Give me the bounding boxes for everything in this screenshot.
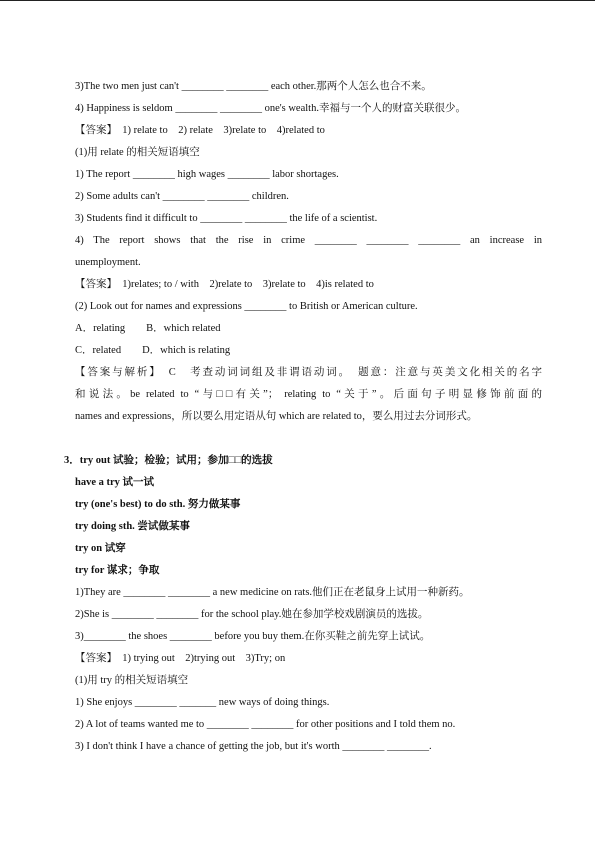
explanation-line: 和说法。be related to “与□□有关”； relating to “关于”。后面句子明显修饰前面的 bbox=[75, 389, 542, 400]
question-line: (2) Look out for names and expressions ________ to British or American culture. bbox=[75, 301, 418, 312]
text-line: 3)________ the shoes ________ before you buy them.在你买鞋之前先穿上试试。 bbox=[75, 631, 431, 642]
answer-line: 【答案】 1) relate to 2) relate 3)relate to 4)related to bbox=[75, 125, 325, 136]
phrase-line: have a try 试一试 bbox=[75, 477, 155, 488]
phrase-line: try (one's best) to do sth. 努力做某事 bbox=[75, 499, 241, 510]
section-heading: 3．try out 试验；检验；试用；参加□□的选拔 bbox=[64, 455, 273, 466]
text-line: 2) Some adults can't ________ ________ children. bbox=[75, 191, 289, 202]
page-top-border bbox=[0, 0, 595, 1]
text-line: 1) The report ________ high wages ________ labor shortages. bbox=[75, 169, 339, 180]
answer-line: 【答案】 1)relates; to / with 2)relate to 3)relate to 4)is related to bbox=[75, 279, 374, 290]
option-line: A．relating B．which related bbox=[75, 323, 221, 334]
explanation-line: names and expressions，所以要么用定语从句 which are related to，要么用过去分词形式。 bbox=[75, 411, 478, 422]
exercise-heading: (1)用 try 的相关短语填空 bbox=[75, 675, 189, 686]
exercise-heading: (1)用 relate 的相关短语填空 bbox=[75, 147, 200, 158]
option-line: C．related D．which is relating bbox=[75, 345, 231, 356]
text-line: unemployment. bbox=[75, 257, 141, 268]
text-line: 1)They are ________ ________ a new medicine on rats.他们正在老鼠身上试用一种新药。 bbox=[75, 587, 470, 598]
text-line: 3) Students find it difficult to ________ ________ the life of a scientist. bbox=[75, 213, 378, 224]
text-line: 3) I don't think I have a chance of getting the job, but it's worth ________ ________. bbox=[75, 741, 432, 752]
explanation-line: 【答案与解析】 C 考查动词词组及非谓语动词。 题意：注意与英美文化相关的名字 bbox=[75, 367, 542, 378]
text-line: 2) A lot of teams wanted me to ________ ________ for other positions and I told them no. bbox=[75, 719, 456, 730]
phrase-line: try for 谋求；争取 bbox=[75, 565, 160, 576]
text-line: 4) The report shows that the rise in crime ________ ________ ________ an increase in bbox=[75, 235, 542, 246]
text-line: 1) She enjoys ________ _______ new ways of doing things. bbox=[75, 697, 330, 708]
answer-line: 【答案】 1) trying out 2)trying out 3)Try; on bbox=[75, 653, 286, 664]
phrase-line: try on 试穿 bbox=[75, 543, 126, 554]
text-line: 3)The two men just can't ________ ________ each other.那两个人怎么也合不来。 bbox=[75, 81, 432, 92]
phrase-line: try doing sth. 尝试做某事 bbox=[75, 521, 190, 532]
text-line: 4) Happiness is seldom ________ ________ one's wealth.幸福与一个人的财富关联很少。 bbox=[75, 103, 466, 114]
text-line: 2)She is ________ ________ for the school play.她在参加学校戏剧演员的选拔。 bbox=[75, 609, 429, 620]
